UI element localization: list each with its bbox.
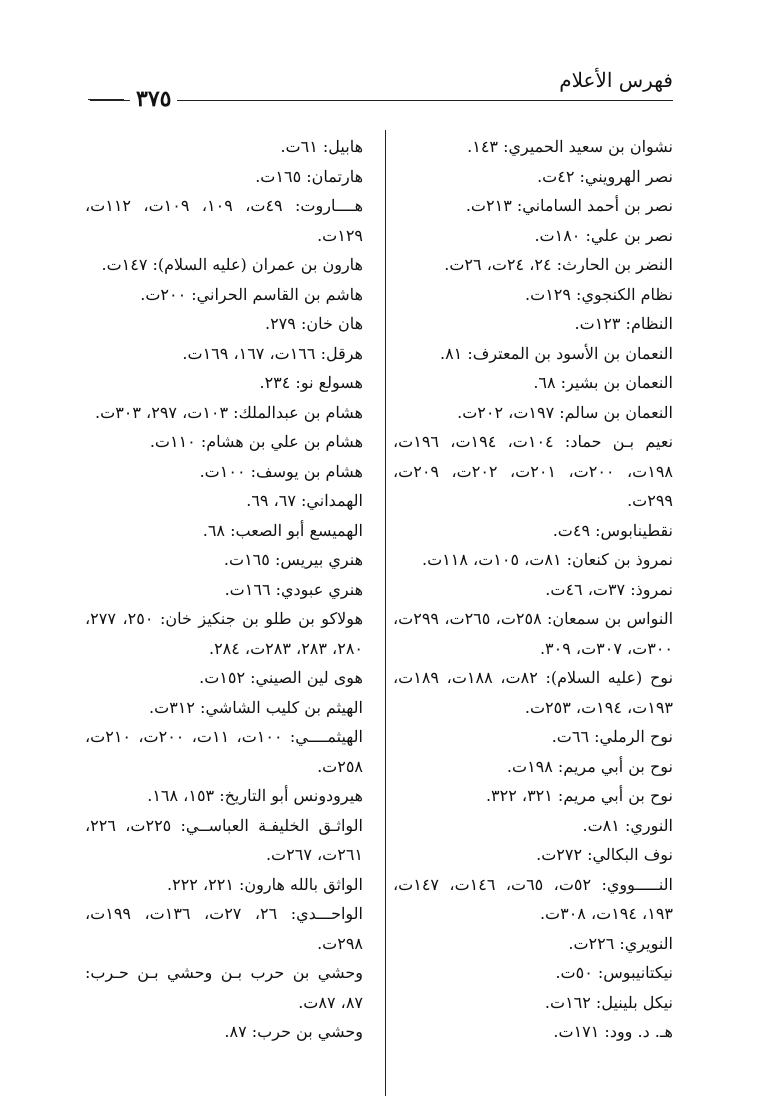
index-entry: نوح بن أبي مريم: ١٩٨ت. <box>506 756 673 776</box>
index-entry: نصر الهرويني: ٤٢ت. <box>537 166 673 186</box>
index-entry: هنري بيريس: ١٦٥ت. <box>223 550 363 569</box>
index-entry: الهمداني: ٦٧، ٦٩. <box>246 491 363 510</box>
index-entry: نوف البكالي: ٢٧٢ت. <box>536 845 673 864</box>
index-entry: هرقل: ١٦٦ت، ١٦٧، ١٦٩ت. <box>182 343 363 363</box>
index-entry: الواحـــدي: ٢٦، ٢٧ت، ١٣٦ت، ١٩٩ت، ٢٩٨ت. <box>85 904 363 953</box>
index-entry: هان خان: ٢٧٩. <box>264 314 363 333</box>
page-header-title: فهرس الأعلام <box>559 68 673 92</box>
index-entry: هشام بن يوسف: ١٠٠ت. <box>199 461 363 481</box>
index-entry: هشام بن علي بن هشام: ١١٠ت. <box>149 432 363 451</box>
index-entry: نعيم بـن حماد: ١٠٤ت، ١٩٤ت، ١٩٦ت، ١٩٨ت، ٢٠٠ت، ٢٠١ت، ٢٠٢ت، ٢٠٩ت، ٢٩٩ت. <box>393 432 674 510</box>
index-entry: هسولع نو: ٢٣٤. <box>259 373 363 392</box>
index-column-right <box>393 132 673 1047</box>
index-entry: هولاكو بن طلو بن جنكيز خان: ٢٥٠، ٢٧٧، ٢٨٠، ٢٨٣، ٢٨٣ت، ٢٨٤. <box>85 609 364 658</box>
index-entry: هابيل: ٦١ت. <box>280 137 363 156</box>
index-entry: نمروذ: ٣٧ت، ٤٦ت. <box>545 579 673 599</box>
index-entry: نظام الكنجوي: ١٢٩ت. <box>525 284 673 304</box>
index-entry: نقطينابوس: ٤٩ت. <box>552 520 673 540</box>
index-entry: هوى لين الصيني: ١٥٢ت. <box>199 668 363 687</box>
index-column-left <box>85 132 363 1047</box>
index-entry: نيكل بلينيل: ١٦٢ت. <box>544 992 673 1012</box>
index-entry: نصر بن أحمد الساماني: ٢١٣ت. <box>465 196 673 215</box>
index-entry: النظام: ١٢٣ت. <box>574 314 673 333</box>
column-divider <box>385 130 386 1096</box>
page-number: ٣٧٥ <box>130 86 177 112</box>
index-entry: هــــاروت: ٤٩ت، ١٠٩، ١٠٩ت، ١١٢ت، ١٢٩ت. <box>85 196 364 245</box>
index-entry: نصر بن علي: ١٨٠ت. <box>534 225 673 245</box>
index-entry: النعمان بن سالم: ١٩٧ت، ٢٠٢ت. <box>457 402 673 422</box>
index-entry: النعمان بن بشير: ٦٨. <box>533 373 673 392</box>
index-entry: هنري عبودي: ١٦٦ت. <box>224 579 363 599</box>
index-entry: الهيثم بن كليب الشاشي: ٣١٢ت. <box>149 697 363 717</box>
index-entry: النوري: ٨١ت. <box>582 815 673 835</box>
index-entry: نيكتانيبوس: ٥٠ت. <box>555 963 673 982</box>
index-entry: نوح الرملي: ٦٦ت. <box>551 727 673 746</box>
index-entry: وحشي بن حرب: ٨٧. <box>224 1022 363 1041</box>
index-entry: هارتمان: ١٦٥ت. <box>255 166 363 186</box>
index-entry: هارون بن عمران (عليه السلام): ١٤٧ت. <box>101 255 363 274</box>
index-entry: هاشم بن القاسم الحراني: ٢٠٠ت. <box>140 284 363 304</box>
page-number-block <box>88 84 177 114</box>
index-entry: نشوان بن سعيد الحميري: ١٤٣. <box>467 137 673 156</box>
index-entry: وحشي بن حرب بـن وحشي بـن حـرب: ٨٧، ٨٧ت. <box>85 963 363 1012</box>
page-number-rule <box>88 99 124 100</box>
index-entry: النعمان بن الأسود بن المعترف: ٨١. <box>439 343 673 363</box>
index-entry: نوح (عليه السلام): ٨٢ت، ١٨٨ت، ١٨٩ت، ١٩٣ت، ١٩٤ت، ٢٥٣ت. <box>393 668 674 717</box>
index-entry: النويري: ٢٢٦ت. <box>568 933 673 953</box>
index-entry: النـــــووي: ٥٢ت، ٦٥ت، ١٤٦ت، ١٤٧ت، ١٩٣، ١٩٤ت، ٣٠٨ت. <box>393 874 673 923</box>
index-entry: نمروذ بن كنعان: ٨١ت، ١٠٥ت، ١١٨ت. <box>422 550 673 569</box>
index-entry: هشام بن عبدالملك: ١٠٣ت، ٢٩٧، ٣٠٣ت. <box>95 402 363 422</box>
index-entry: الواثـق الخليفـة العباســي: ٢٢٥ت، ٢٢٦، ٢٦١ت، ٢٦٧ت. <box>85 815 364 864</box>
index-entry: النضر بن الحارث: ٢٤، ٢٤ت، ٢٦ت. <box>444 255 673 274</box>
index-entry: النواس بن سمعان: ٢٥٨ت، ٢٦٥ت، ٢٩٩ت، ٣٠٠ت، ٣٠٧ت، ٣٠٩. <box>393 609 674 658</box>
index-entry: الهميسع أبو الصعب: ٦٨. <box>202 520 363 540</box>
index-entry: الهيثمــــي: ١٠٠ت، ١١ت، ٢٠٠ت، ٢١٠ت، ٢٥٨ت. <box>85 727 363 776</box>
index-entry: هـ. د. وود: ١٧١ت. <box>553 1022 673 1041</box>
index-entry: الواثق بالله هارون: ٢٢١، ٢٢٢. <box>167 874 363 894</box>
index-entry: نوح بن أبي مريم: ٣٢١، ٣٢٢. <box>485 786 673 805</box>
index-entry: هيرودونس أبو التاريخ: ١٥٣، ١٦٨. <box>147 786 363 805</box>
